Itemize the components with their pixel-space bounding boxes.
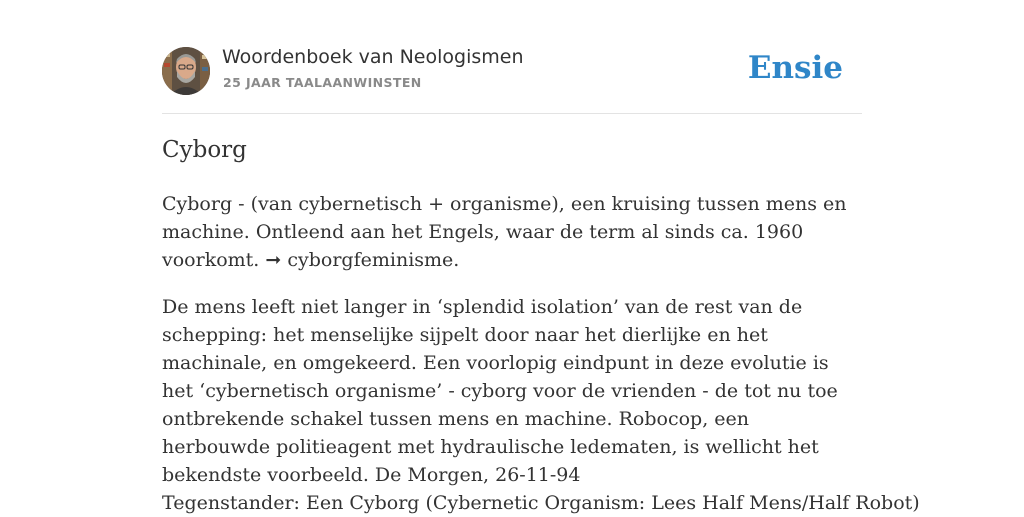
definition-paragraph [162, 190, 862, 274]
blog-header [162, 0, 862, 114]
blog-title-link[interactable]: Woordenboek van Neologismen [222, 46, 524, 68]
definition-text: Cyborg - (van cybernetisch + organisme), een kruising tussen mens en machine. Ontleend aan het Engels, waar de term al sinds ca. 1960 voorkomt. [162, 193, 847, 271]
quote-paragraph: De mens leeft niet langer in ‘splendid isolation’ van de rest van de schepping: het menselijke sijpelt door naar het dierlijke en het machinale, en omgekeerd. Een voorlopig eindpunt in deze evolutie is het ‘cybernetisch organisme’ - cyborg voor de vrienden - de tot nu toe ontbrekende schakel tussen mens en machine. Robocop, een herbouwde politieagent met hydraulische ledematen, is wellicht het bekendste voorbeeld. De Morgen, 26-11-94 [162, 296, 838, 486]
arrow-right-icon: ➞ [265, 249, 282, 271]
avatar-photo-icon [162, 47, 210, 95]
brand-logo-link[interactable]: Ensie [747, 50, 843, 86]
author-avatar[interactable] [162, 47, 210, 95]
article-title: Cyborg [162, 137, 247, 163]
blog-subtitle: 25 JAAR TAALAANWINSTEN [223, 75, 422, 90]
page-container [162, 0, 920, 514]
cross-reference-link[interactable]: cyborgfeminisme. [287, 249, 460, 271]
comment-paragraph: Tegenstander: Een Cyborg (Cybernetic Organism: Lees Half Mens/Half Robot) [162, 492, 920, 514]
